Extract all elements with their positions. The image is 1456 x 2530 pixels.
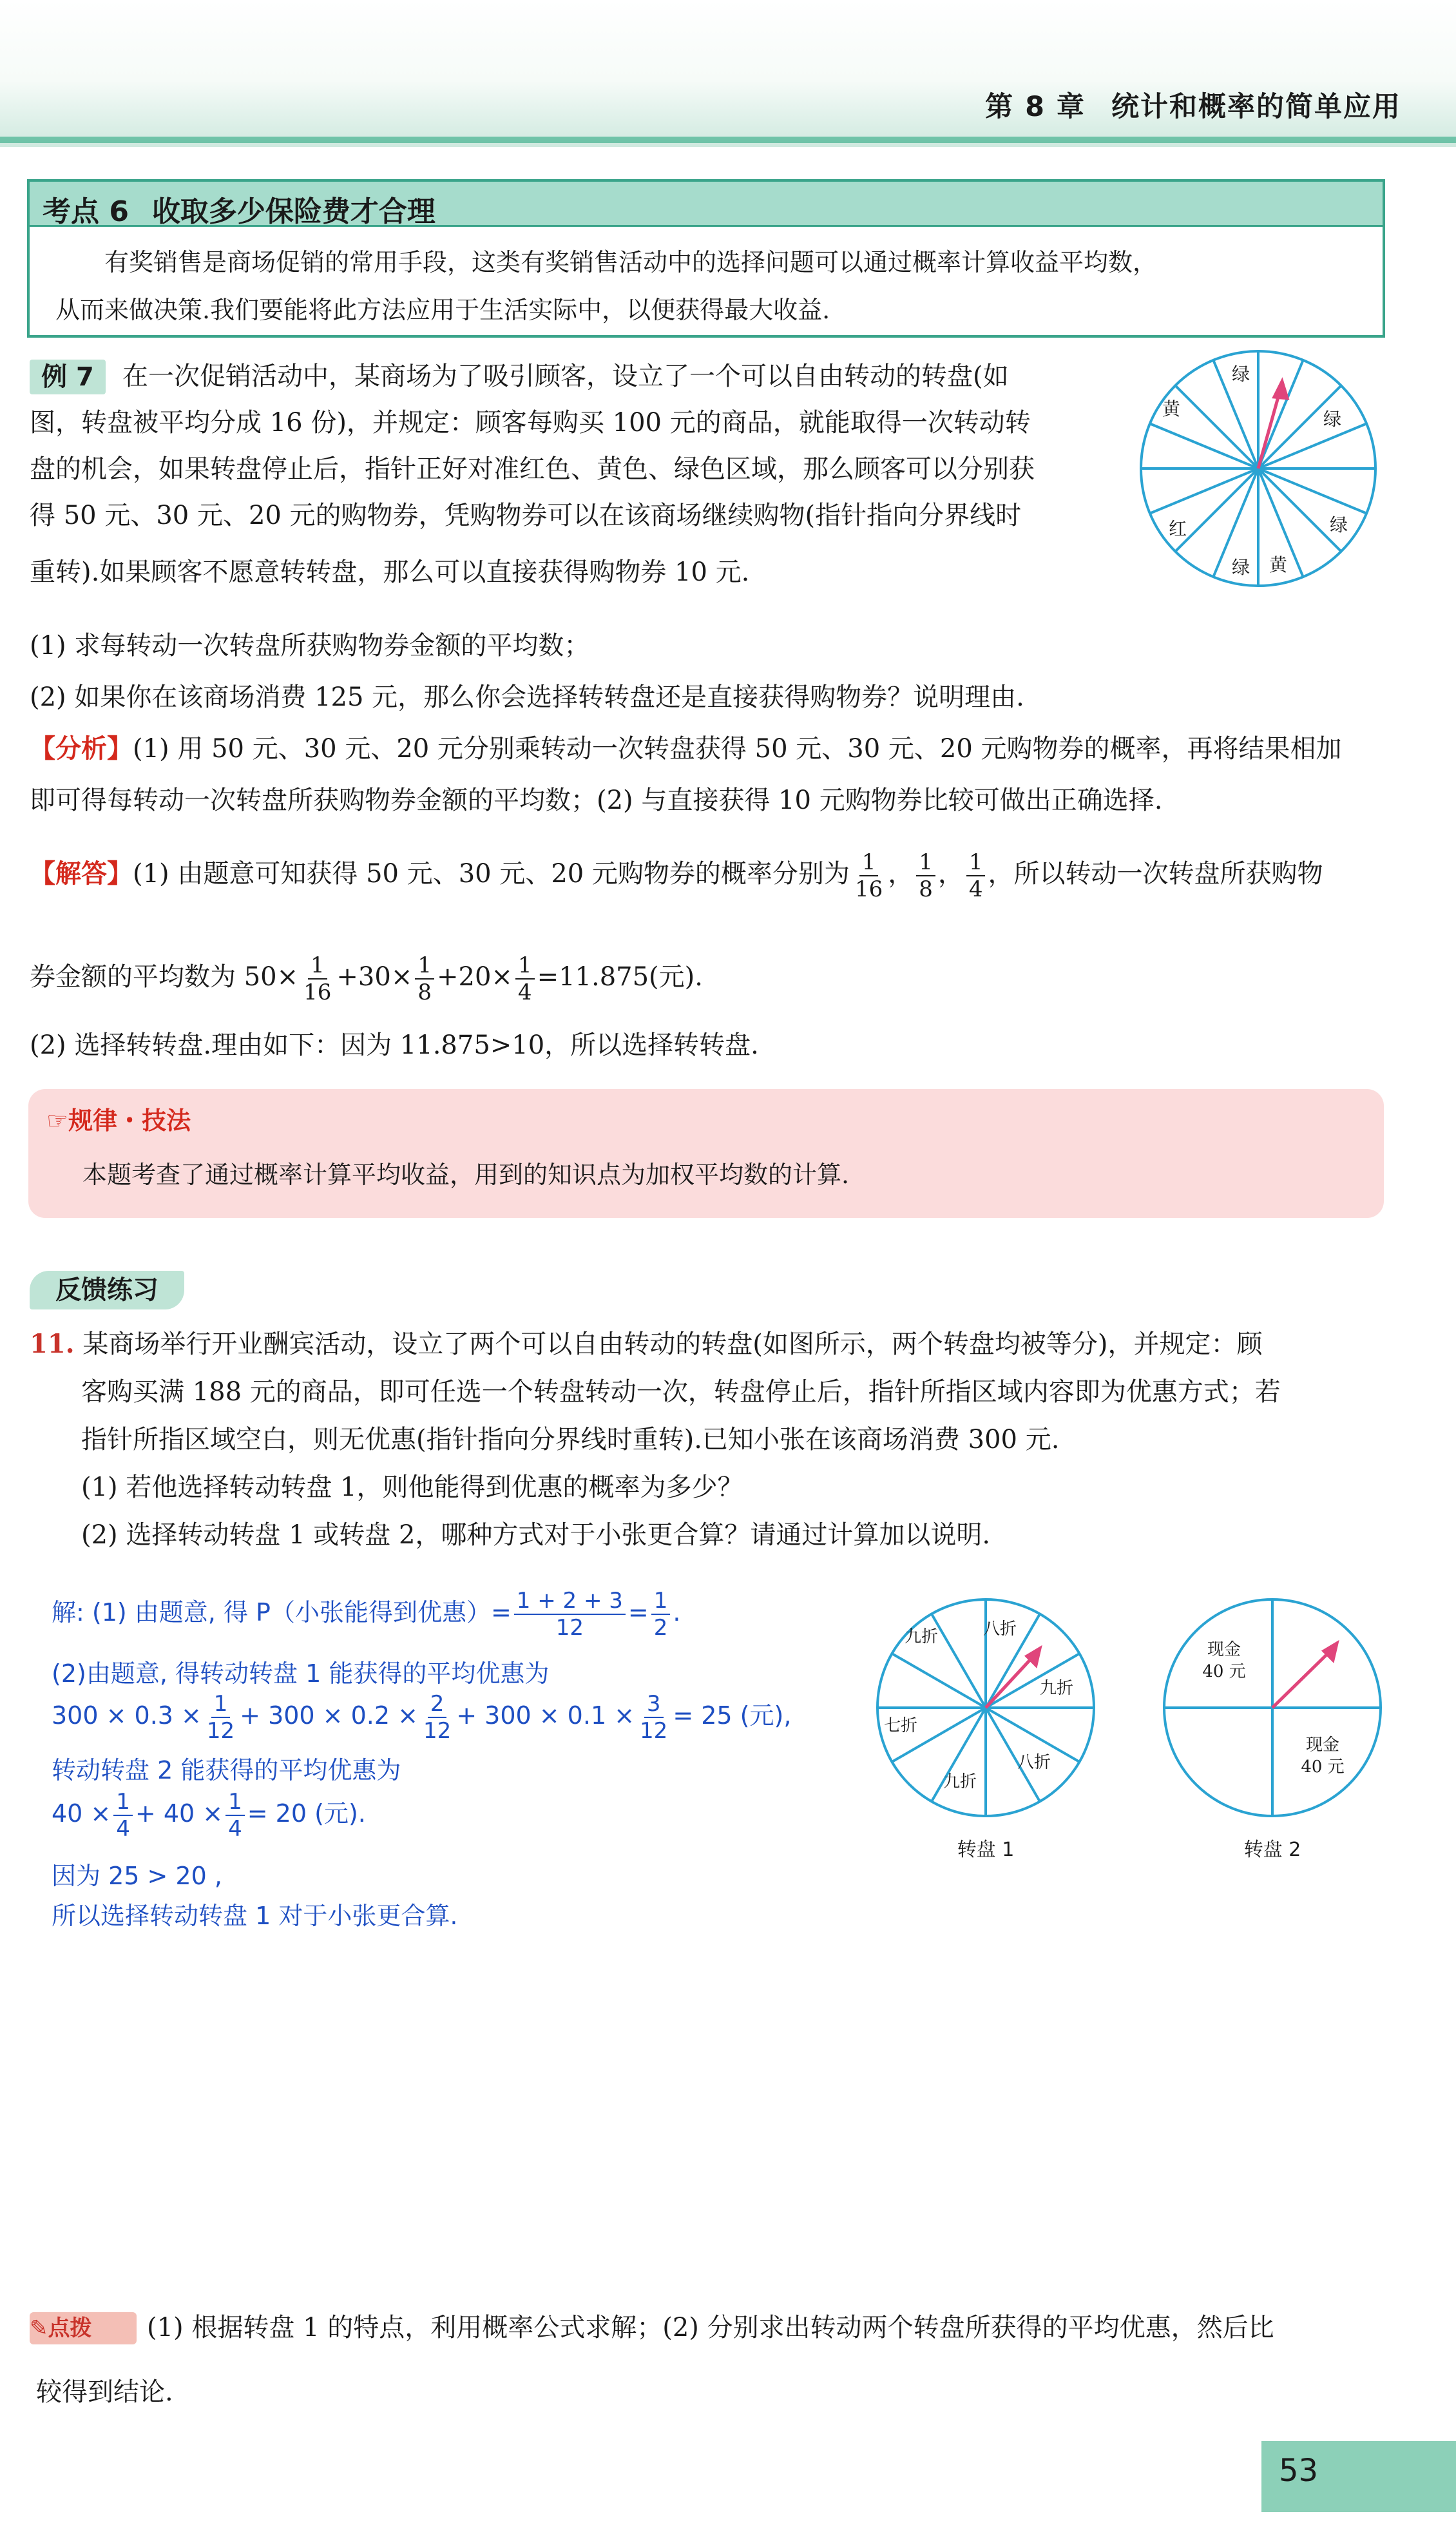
example-line: 重转).如果顾客不愿意转转盘，那么可以直接获得购物券 10 元.	[30, 557, 750, 587]
exercise-number: 11.	[30, 1329, 75, 1359]
handwritten-line	[52, 1685, 791, 1746]
denominator: 16	[854, 876, 883, 902]
disk-1-caption: 转盘 1	[957, 1839, 1015, 1861]
tip-title: ☞规律・技法	[46, 1106, 191, 1135]
handwritten-line: 转动转盘 2 能获得的平均优惠为	[52, 1756, 401, 1784]
fraction	[415, 952, 434, 1005]
denominator: 8	[919, 876, 933, 902]
disk-2-label: 现金	[1305, 1735, 1340, 1755]
hw-text: + 300 × 0.2 ×	[240, 1701, 418, 1730]
handwritten-line	[52, 1782, 366, 1844]
numerator: 1	[651, 1588, 671, 1615]
sector-label: 黄	[1269, 554, 1288, 575]
handwritten-line: (2)由题意, 得转动转盘 1 能获得的平均优惠为	[52, 1659, 550, 1688]
chapter-heading	[985, 85, 1401, 124]
solution-line	[30, 842, 1323, 906]
fraction	[225, 1789, 245, 1842]
disk-1-label: 九折	[943, 1772, 977, 1791]
denominator: 12	[206, 1717, 235, 1744]
example-line: 盘的机会，如果转盘停止后，指针正好对准红色、黄色、绿色区域，那么顾客可以分别获	[30, 454, 1035, 484]
denominator: 2	[653, 1614, 668, 1641]
sector-label: 绿	[1323, 409, 1342, 430]
spoke	[1175, 385, 1258, 468]
analysis-line: 即可得每转动一次转盘所获购物券金额的平均数；(2) 与直接获得 10 元购物券比较可做出正确选择.	[30, 786, 1163, 815]
disk-1-label: 八折	[1017, 1753, 1051, 1772]
exercise-question-1: (1) 若他选择转动转盘 1，则他能得到优惠的概率为多少？	[81, 1473, 743, 1502]
hw-text: = 20 (元).	[247, 1799, 366, 1828]
numerator: 1	[859, 849, 879, 876]
spoke	[1175, 468, 1258, 552]
numerator: 1	[308, 952, 327, 980]
handwritten-line: 因为 25 > 20 ,	[52, 1862, 222, 1890]
example-line: 得 50 元、30 元、20 元的购物券，凭购物券可以在该商场继续购物(指针指向分界线时	[30, 501, 1022, 530]
denominator: 8	[417, 980, 432, 1005]
sector-label: 绿	[1231, 363, 1250, 385]
denominator: 12	[640, 1717, 668, 1744]
hw-text: + 300 × 0.1 ×	[456, 1701, 635, 1730]
analysis-text: (1) 用 50 元、30 元、20 元分别乘转动一次转盘获得 50 元、30 元、20 元购物券的概率，再将结果相加	[133, 734, 1342, 764]
disk-1-label: 八折	[982, 1619, 1017, 1639]
numerator: 1 + 2 + 3	[514, 1588, 626, 1615]
solution-text: ，所以转动一次转盘所获购物	[988, 859, 1323, 889]
header-rule	[0, 137, 1456, 143]
disk-2-pointer	[1272, 1650, 1332, 1708]
disk-2-figure	[1150, 1597, 1395, 1874]
fraction	[113, 1789, 133, 1842]
fraction	[916, 849, 935, 902]
hw-text: = 25 (元),	[673, 1701, 792, 1730]
spoke	[932, 1614, 986, 1708]
handwritten-line	[52, 1587, 680, 1641]
solution-line: (2) 选择转转盘.理由如下：因为 11.875>10，所以选择转转盘.	[30, 1030, 759, 1060]
fraction	[852, 849, 885, 902]
numerator: 1	[415, 952, 434, 980]
tip-box	[28, 1089, 1384, 1218]
analysis-line	[30, 726, 1341, 772]
solution-text: 券金额的平均数为 50×	[30, 962, 299, 992]
hint-line: (1) 根据转盘 1 的特点，利用概率公式求解；(2) 分别求出转动两个转盘所获得的平均优惠，然后比	[147, 2313, 1274, 2342]
exercise-line	[30, 1321, 1263, 1367]
denominator: 4	[228, 1815, 242, 1842]
numerator: 1	[515, 952, 535, 980]
key-point-label: 考点 6	[43, 195, 129, 228]
separator: ，	[888, 859, 914, 889]
numerator: 1	[113, 1789, 133, 1816]
fraction	[637, 1691, 670, 1744]
denominator: 16	[303, 980, 332, 1005]
disk-1-label: 九折	[904, 1627, 939, 1646]
disk-2-label: 40 元	[1202, 1662, 1246, 1681]
denominator: 4	[968, 876, 983, 902]
example-line: 图，转盘被平均分成 16 份)，并规定：顾客每购买 100 元的商品，就能取得一次转动转	[30, 408, 1031, 438]
key-point-title	[43, 188, 436, 229]
solution-line	[30, 945, 703, 1009]
exercise-question-2: (2) 选择转动转盘 1 或转盘 2，哪种方式对于小张更合算？请通过计算加以说明.	[81, 1520, 991, 1550]
sector-label: 黄	[1162, 398, 1181, 420]
example-line: 在一次促销活动中，某商场为了吸引顾客，设立了一个可以自由转动的转盘(如	[122, 362, 1009, 391]
key-point-box	[27, 179, 1385, 338]
hw-text: 解: (1) 由题意, 得 P（小张能得到优惠）=	[52, 1598, 512, 1627]
page-number: 53	[1279, 2453, 1319, 2489]
numerator: 1	[916, 849, 935, 876]
key-point-line: 有奖销售是商场促销的常用手段，这类有奖销售活动中的选择问题可以通过概率计算收益平均数，	[104, 248, 1158, 276]
hw-text: 300 × 0.3 ×	[52, 1701, 202, 1730]
fraction	[966, 849, 986, 902]
question-1: (1) 求每转动一次转盘所获购物券金额的平均数；	[30, 631, 590, 661]
denominator: 4	[116, 1815, 130, 1842]
hw-text: .	[673, 1598, 681, 1627]
hw-text: + 40 ×	[135, 1799, 224, 1828]
numerator: 1	[966, 849, 986, 876]
tip-text: 本题考查了通过概率计算平均收益，用到的知识点为加权平均数的计算.	[82, 1161, 850, 1189]
fraction	[204, 1691, 237, 1744]
fraction	[651, 1588, 671, 1641]
denominator: 4	[517, 980, 532, 1005]
hint-badge: ✎点拨	[30, 2312, 137, 2344]
spinner-16-pointer-head	[1274, 381, 1287, 398]
solution-tag: 【解答】	[30, 859, 133, 889]
sector-label: 红	[1168, 518, 1187, 539]
sector-label: 绿	[1329, 514, 1348, 536]
disk-2-caption: 转盘 2	[1243, 1839, 1301, 1861]
disk-2-label: 现金	[1207, 1640, 1241, 1659]
key-point-name: 收取多少保险费才合理	[151, 195, 436, 228]
hint-line: 较得到结论.	[36, 2377, 173, 2407]
handwritten-line: 所以选择转动转盘 1 对于小张更合算.	[52, 1902, 458, 1930]
question-2: (2) 如果你在该商场消费 125 元，那么你会选择转转盘还是直接获得购物券？说明理由.	[30, 682, 1024, 712]
solution-text: =11.875(元).	[537, 962, 703, 992]
disk-1-figure	[863, 1597, 1108, 1874]
solution-text: +30×	[336, 962, 413, 992]
spinner-16-figure	[1133, 343, 1384, 594]
denominator: 12	[555, 1614, 584, 1641]
separator: ，	[937, 859, 964, 889]
sector-label: 绿	[1231, 557, 1250, 578]
spoke	[1258, 468, 1341, 552]
disk-2-label: 40 元	[1301, 1757, 1345, 1777]
analysis-tag: 【分析】	[30, 734, 133, 764]
fraction	[514, 1588, 626, 1641]
feedback-badge: 反馈练习	[30, 1271, 184, 1309]
key-point-text	[55, 238, 1370, 334]
exercise-line: 指针所指区域空白，则无优惠(指针指向分界线时重转).已知小张在该商场消费 300 元.	[81, 1425, 1060, 1454]
solution-text: +20×	[436, 962, 513, 992]
exercise-text: 某商场举行开业酬宾活动，设立了两个可以自由转动的转盘(如图所示，两个转盘均被等分)，并规定：顾	[82, 1329, 1263, 1359]
hw-text: =	[627, 1598, 649, 1627]
fraction	[421, 1691, 454, 1744]
hw-text: 40 ×	[52, 1799, 111, 1828]
disk-1-label: 九折	[1039, 1679, 1074, 1698]
fraction	[515, 952, 535, 1005]
numerator: 2	[428, 1691, 447, 1718]
chapter-number: 第 8 章	[985, 91, 1086, 123]
fraction	[301, 952, 334, 1005]
numerator: 1	[211, 1691, 231, 1718]
solution-text: (1) 由题意可知获得 50 元、30 元、20 元购物券的概率分别为	[133, 859, 850, 889]
disk-1-label: 七折	[883, 1716, 918, 1735]
numerator: 1	[225, 1789, 245, 1816]
key-point-line: 从而来做决策.我们要能将此方法应用于生活实际中，以便获得最大收益.	[55, 296, 830, 324]
exercise-line: 客购买满 188 元的商品，即可任选一个转盘转动一次，转盘停止后，指针所指区域内容即为优惠方式；若	[81, 1377, 1281, 1407]
denominator: 12	[423, 1717, 452, 1744]
header-band	[0, 0, 1456, 147]
spoke	[892, 1654, 986, 1708]
numerator: 3	[644, 1691, 664, 1718]
key-point-header	[30, 182, 1383, 227]
chapter-title: 统计和概率的简单应用	[1111, 91, 1401, 123]
example-badge: 例 7	[30, 360, 106, 394]
